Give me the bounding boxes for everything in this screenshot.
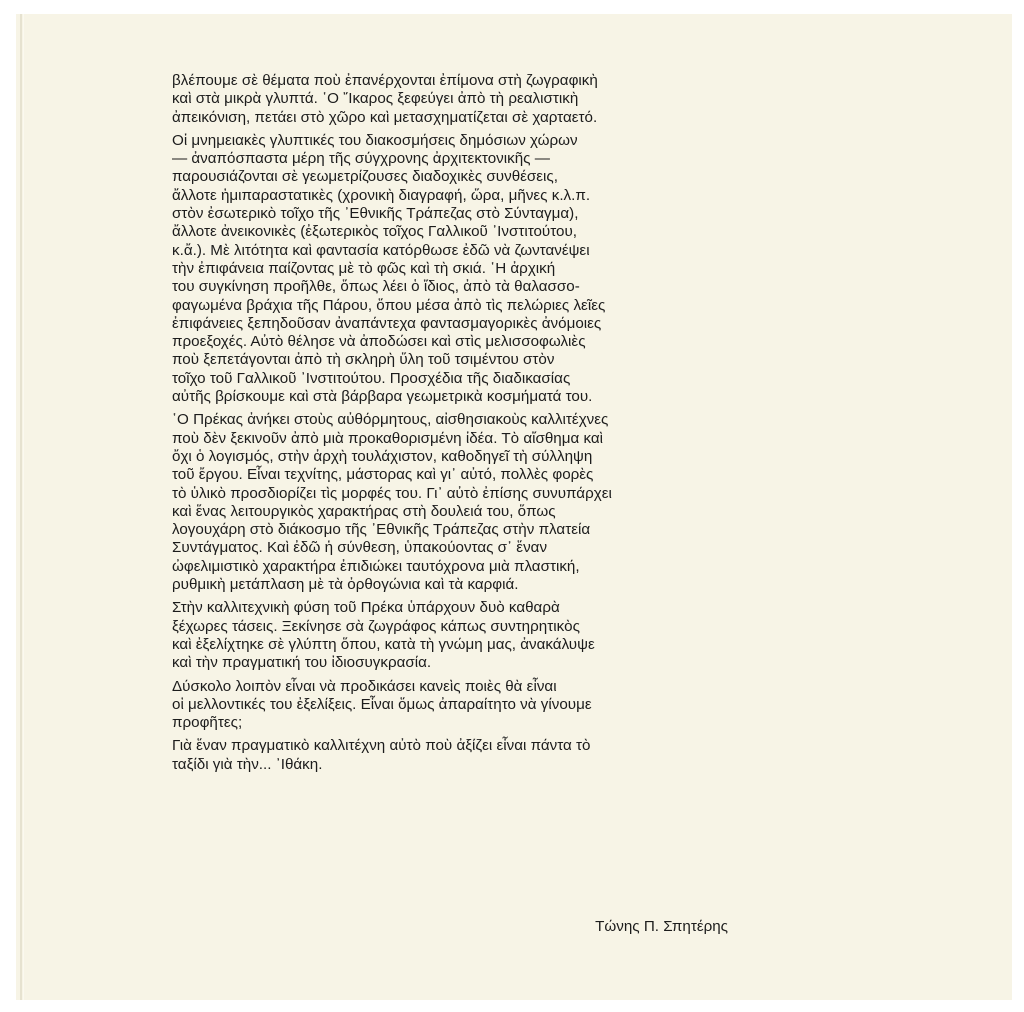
text-line: ἀπεικόνιση, πετάει στὸ χῶρο καὶ μετασχηματίζεται σὲ χαρταετό. (172, 108, 598, 126)
author-signature: Τώνης Π. Σπητέρης (595, 918, 728, 935)
text-line: προφῆτες; (172, 714, 243, 732)
text-line: ἄλλοτε ἀνεικονικὲς (ἐξωτερικὸς τοῖχος Γαλλικοῦ ᾿Ινστιτούτου, (172, 223, 577, 241)
text-line: ταξίδι γιὰ τὴν... ᾿Ιθάκη. (172, 755, 323, 773)
text-line: τὸ ὑλικὸ προσδιορίζει τὶς μορφές του. Γι᾿ αὐτὸ ἐπίσης συνυπάρχει (172, 484, 612, 502)
text-line: Στὴν καλλιτεχνικὴ φύση τοῦ Πρέκα ὑπάρχουν δυὸ καθαρὰ (172, 599, 560, 617)
page-fold (20, 14, 22, 1000)
text-line: τοῖχο τοῦ Γαλλικοῦ ᾿Ινστιτούτου. Προσχέδια τῆς διαδικασίας (172, 369, 571, 387)
text-line: ἐπιφάνειες ξεπηδοῦσαν ἀναπάντεχα φαντασμαγορικὲς ἀνόμοιες (172, 314, 602, 332)
text-line: Συντάγματος. Καὶ ἐδῶ ἡ σύνθεση, ὑπακούοντας σ᾿ ἕναν (172, 539, 548, 557)
text-line: ρυθμικὴ μετάπλαση μὲ τὰ ὀρθογώνια καὶ τὰ καρφιά. (172, 576, 519, 594)
text-line: προεξοχές. Αὐτὸ θέλησε νὰ ἀποδώσει καὶ στὶς μελισσοφωλιὲς (172, 333, 586, 351)
paragraph (172, 737, 732, 774)
text-line: βλέπουμε σὲ θέματα ποὺ ἐπανέρχονται ἐπίμονα στὴ ζωγραφικὴ (172, 72, 598, 89)
text-line: καὶ τὴν πραγματική του ἰδιοσυγκρασία. (172, 654, 432, 672)
text-line: φαγωμένα βράχια τῆς Πάρου, ὅπου μέσα ἀπὸ τὶς πελώριες λεῖες (172, 296, 606, 314)
text-line: ἄλλοτε ἡμιπαραστατικὲς (χρονικὴ διαγραφή, ὥρα, μῆνες κ.λ.π. (172, 186, 591, 204)
text-line: Οἱ μνημειακὲς γλυπτικές του διακοσμήσεις δημόσιων χώρων (172, 131, 578, 149)
text-line: — ἀναπόσπαστα μέρη τῆς σύγχρονης ἀρχιτεκτονικῆς — (172, 150, 550, 168)
paragraph (172, 411, 732, 594)
text-line: λογουχάρη στὸ διάκοσμο τῆς ᾿Εθνικῆς Τράπεζας στὴν πλατεία (172, 521, 591, 539)
text-line: καὶ ἐξελίχτηκε σὲ γλύπτη ὅπου, κατὰ τὴ γνώμη μας, ἀνακάλυψε (172, 635, 595, 653)
text-line: ὄχι ὁ λογισμός, στὴν ἀρχὴ τουλάχιστον, καθοδηγεῖ τὴ σύλληψη (172, 447, 593, 465)
page-fold-highlight (23, 14, 24, 1000)
paragraph (172, 678, 732, 733)
text-line: κ.ἄ.). Μὲ λιτότητα καὶ φαντασία κατόρθωσε ἐδῶ νὰ ζωντανέψει (172, 241, 590, 259)
text-line: ποὺ ξεπετάγονται ἀπὸ τὴ σκληρὴ ὕλη τοῦ τσιμέντου στὸν (172, 351, 555, 369)
text-line: Γιὰ ἕναν πραγματικὸ καλλιτέχνη αὐτὸ ποὺ ἀξίζει εἶναι πάντα τὸ (172, 737, 591, 755)
text-line: οἱ μελλοντικές του ἐξελίξεις. Εἶναι ὅμως ἀπαραίτητο νὰ γίνουμε (172, 695, 592, 713)
text-line: στὸν ἐσωτερικὸ τοῖχο τῆς ᾿Εθνικῆς Τράπεζας στὸ Σύνταγμα), (172, 205, 579, 223)
text-line: Δύσκολο λοιπὸν εἶναι νὰ προδικάσει κανεὶς ποιὲς θὰ εἶναι (172, 677, 557, 695)
text-line: του συγκίνηση προῆλθε, ὅπως λέει ὁ ἴδιος, ἀπὸ τὰ θαλασσο- (172, 278, 580, 296)
text-line: τὴν ἐπιφάνεια παίζοντας μὲ τὸ φῶς καὶ τὴ σκιά. ῾Η ἀρχική (172, 259, 556, 277)
text-line: τοῦ ἔργου. Εἶναι τεχνίτης, μάστορας καὶ γι᾿ αὐτό, πολλὲς φορὲς (172, 466, 594, 484)
paragraph (172, 599, 732, 672)
text-line: ποὺ δὲν ξεκινοῦν ἀπὸ μιὰ προκαθορισμένη ἰδέα. Τὸ αἴσθημα καὶ (172, 429, 604, 447)
paragraph (172, 132, 732, 406)
text-line: καὶ ἕνας λειτουργικὸς χαρακτήρας στὴ δουλειά του, ὅπως (172, 502, 556, 520)
text-line: καὶ στὰ μικρὰ γλυπτά. ῾Ο ῎Ικαρος ξεφεύγει ἀπὸ τὴ ρεαλιστικὴ (172, 90, 579, 108)
text-line: ῾Ο Πρέκας ἀνήκει στοὺς αὐθόρμητους, αἰσθησιακοὺς καλλιτέχνες (172, 411, 609, 429)
body-text (172, 72, 732, 779)
text-line: παρουσιάζονται σὲ γεωμετρίζουσες διαδοχικὲς συνθέσεις, (172, 168, 558, 186)
text-line: αὐτῆς βρίσκουμε καὶ στὰ βάρβαρα γεωμετρικὰ κοσμήματά του. (172, 388, 593, 406)
text-line: ξέχωρες τάσεις. Ξεκίνησε σὰ ζωγράφος κάπως συντηρητικὸς (172, 617, 580, 635)
text-line: ὠφελιμιστικὸ χαρακτήρα ἐπιδιώκει ταυτόχρονα μιὰ πλαστική, (172, 557, 580, 575)
paragraph (172, 72, 732, 127)
